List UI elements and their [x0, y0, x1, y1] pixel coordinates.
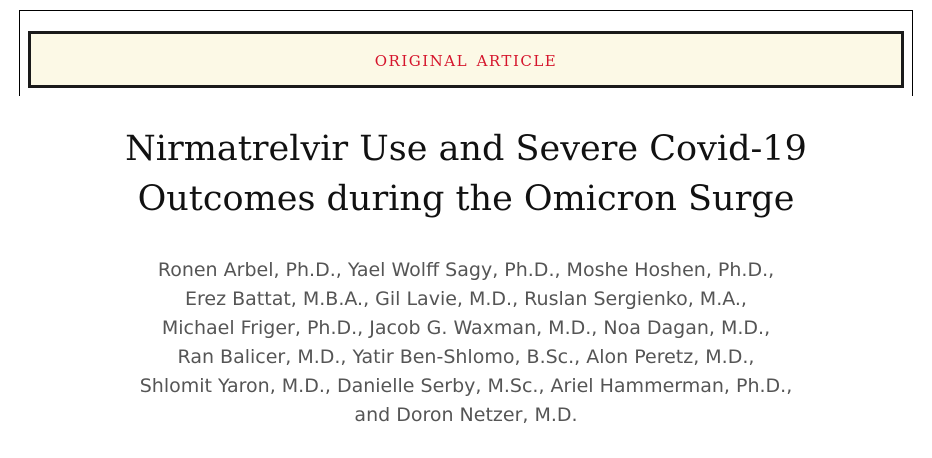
title-line: Nirmatrelvir Use and Severe Covid-19 [125, 129, 807, 169]
author-list [0, 256, 932, 430]
author-line: Ronen Arbel, Ph.D., Yael Wolff Sagy, Ph.D., Moshe Hoshen, Ph.D., [157, 259, 775, 281]
author-line: and Doron Netzer, M.D. [354, 404, 578, 426]
author-line: Shlomit Yaron, M.D., Danielle Serby, M.Sc., Ariel Hammerman, Ph.D., [139, 375, 793, 397]
title-line: Outcomes during the Omicron Surge [137, 179, 795, 219]
author-line: Ran Balicer, M.D., Yatir Ben-Shlomo, B.Sc., Alon Peretz, M.D., [177, 346, 755, 368]
article-title [0, 124, 932, 224]
author-line: Michael Friger, Ph.D., Jacob G. Waxman, M.D., Noa Dagan, M.D., [161, 317, 771, 339]
article-type-label: original article [374, 47, 558, 72]
article-type-banner [28, 31, 904, 88]
author-line: Erez Battat, M.B.A., Gil Lavie, M.D., Ruslan Sergienko, M.A., [185, 288, 747, 310]
